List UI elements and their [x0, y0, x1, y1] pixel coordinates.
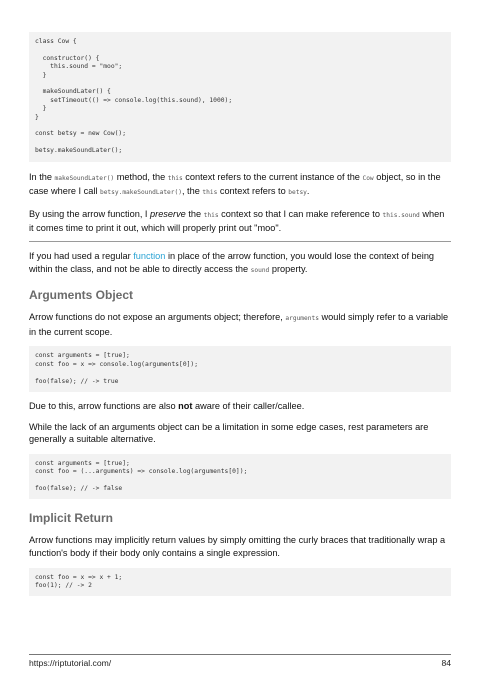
code-line: foo(false); // -> true — [35, 377, 119, 385]
page-content — [29, 32, 451, 596]
code-line: const foo = x => console.log(arguments[0]); — [35, 360, 199, 368]
paragraph-regular-function: If you had used a regular function in place of the arrow function, you would lose the context of being within the class, and not be able to directly access the sound property. — [29, 251, 435, 274]
function-link[interactable]: function — [133, 251, 166, 262]
code-line — [35, 139, 445, 147]
inline-code: makeSoundLater() — [54, 174, 115, 182]
code-block-arguments-true — [29, 346, 451, 392]
code-line: setTimeout(() => console.log(this.sound), 1000); — [35, 96, 233, 104]
inline-code: this.sound — [382, 211, 420, 219]
inline-code: betsy.makeSoundLater() — [99, 189, 182, 197]
footer-url: https://riptutorial.com/ — [29, 658, 112, 668]
paragraph-rest-parameters: While the lack of an arguments object can be a limitation in some edge cases, rest parameters are generally a suitable alternative. — [29, 421, 429, 445]
code-line — [35, 122, 445, 130]
code-line: } — [35, 71, 47, 79]
inline-code: arguments — [285, 315, 319, 323]
code-line: const betsy = new Cow(); — [35, 130, 126, 138]
code-line: const arguments = [true]; — [35, 459, 130, 467]
inline-code: this — [167, 174, 183, 182]
paragraph-implicit-return: Arrow functions may implicitly return values by simply omitting the curly braces that traditionally wrap a function's body if their body only contains a single expression. — [29, 535, 446, 559]
divider — [29, 241, 451, 242]
paragraph-this-context: In the makeSoundLater() method, the this context refers to the current instance of the Cow object, so in the case where I call betsy.makeSoundLater(), the this context refers to betsy. — [29, 171, 441, 197]
code-line: } — [35, 113, 39, 121]
code-line: } — [35, 105, 47, 113]
inline-code: sound — [250, 266, 270, 274]
code-line: constructor() { — [35, 54, 100, 62]
code-line: makeSoundLater() { — [35, 88, 111, 96]
code-line: foo(false); // -> false — [35, 485, 123, 493]
code-line — [35, 46, 445, 54]
heading-implicit-return: Implicit Return — [29, 511, 114, 526]
inline-code: Cow — [362, 174, 374, 182]
code-line: const arguments = [true]; — [35, 352, 130, 360]
code-block-cow-class — [29, 32, 451, 162]
page-number: 84 — [441, 658, 451, 668]
inline-code: this — [203, 211, 219, 219]
code-line — [35, 80, 445, 88]
code-line — [35, 477, 445, 485]
code-line: class Cow { — [35, 38, 77, 45]
footer-divider — [29, 654, 451, 655]
code-line — [35, 369, 445, 377]
code-line: const foo = (...arguments) => console.log(arguments[0]); — [35, 468, 248, 476]
heading-arguments-object: Arguments Object — [29, 288, 134, 303]
inline-code: betsy — [288, 189, 307, 197]
code-line: const foo = x => x + 1; — [35, 573, 123, 581]
paragraph-arguments: Arrow functions do not expose an arguments object; therefore, arguments would simply refer to a variable in the current scope. — [29, 312, 449, 337]
code-line: betsy.makeSoundLater(); — [35, 147, 123, 155]
paragraph-caller-callee: Due to this, arrow functions are also not aware of their caller/callee. — [29, 401, 305, 412]
code-line: foo(1); // -> 2 — [35, 582, 92, 590]
code-line: this.sound = "moo"; — [35, 63, 123, 71]
paragraph-preserve-this: By using the arrow function, I preserve the this context so that I can make reference to this.sound when it comes time to print it out, which will properly print out "moo". — [29, 208, 445, 234]
inline-code: this — [202, 189, 218, 197]
code-block-rest-arguments — [29, 454, 451, 500]
code-block-implicit-return — [29, 568, 451, 597]
